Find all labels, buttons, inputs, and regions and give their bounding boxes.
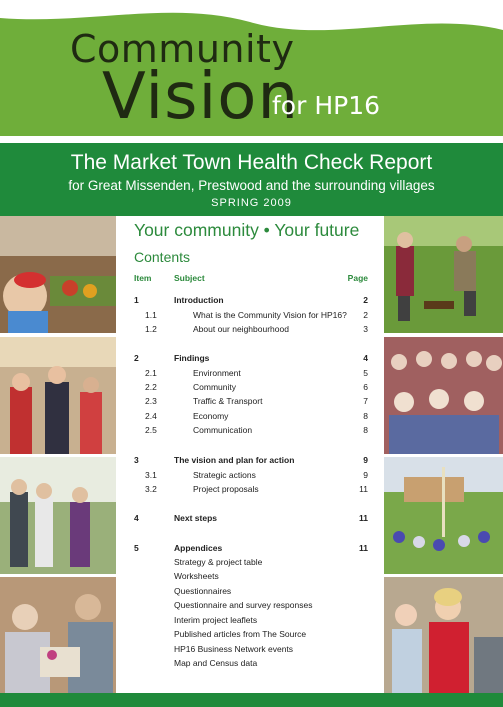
toc-item-page: 6	[363, 382, 368, 392]
toc-item-page: 2	[363, 310, 368, 320]
appendix-title: Published articles from The Source	[174, 629, 307, 639]
seniors-group-photo	[384, 337, 503, 454]
toc-item-number: 3.2	[145, 484, 157, 494]
appendix-title: Strategy & project table	[174, 557, 263, 567]
toc-item-page: 8	[363, 425, 368, 435]
appendix-item	[119, 658, 381, 672]
toc-item-title: What is the Community Vision for HP16?	[193, 310, 347, 320]
toc-item-title: About our neighbourhood	[193, 324, 289, 334]
header	[0, 0, 503, 140]
toc-row	[119, 513, 381, 527]
column-header-page: Page	[347, 273, 368, 283]
toc-row	[119, 425, 381, 439]
toc-item-page: 3	[363, 324, 368, 334]
toc-item-number: 2.5	[145, 425, 157, 435]
toc-item-title: Communication	[193, 425, 253, 435]
toc-row	[119, 484, 381, 498]
logo-community-text: Community	[70, 27, 295, 71]
toc-item-page: 7	[363, 396, 368, 406]
toc-item-title: Traffic & Transport	[193, 396, 263, 406]
toc-row	[119, 353, 381, 367]
toc-item-title: Introduction	[174, 295, 224, 305]
report-title: The Market Town Health Check Report	[70, 151, 433, 174]
toc-row	[119, 411, 381, 425]
appendix-title: Map and Census data	[174, 658, 258, 668]
toc-item-number: 2	[134, 353, 139, 363]
musicians-photo	[0, 457, 116, 574]
appendix-title: Worksheets	[174, 571, 219, 581]
footer-bar	[0, 693, 503, 707]
appendix-title: Questionnaires	[174, 586, 232, 596]
tree-planting-photo	[384, 216, 503, 333]
logo-suffix-text: for HP16	[272, 91, 381, 120]
logo-vision-text: Vision	[102, 60, 299, 134]
toc-item-title: Appendices	[174, 543, 223, 553]
toc-item-number: 1.1	[145, 310, 157, 320]
appendix-item	[119, 571, 381, 585]
toc-item-number: 3.1	[145, 470, 157, 480]
toc-row	[119, 382, 381, 396]
toc-item-number: 3	[134, 455, 139, 465]
toc-item-page: 9	[363, 455, 368, 465]
maypole-dance-photo	[384, 457, 503, 574]
appendix-item	[119, 644, 381, 658]
toc-item-page: 2	[363, 295, 368, 305]
toc-item-page: 11	[359, 543, 368, 553]
toc-item-title: Strategic actions	[193, 470, 256, 480]
tagline: Your community • Your future	[134, 220, 360, 240]
toc-item-number: 2.3	[145, 396, 157, 406]
toc-item-title: The vision and plan for action	[174, 455, 295, 465]
toc-item-number: 2.1	[145, 368, 157, 378]
toc-item-page: 11	[359, 484, 368, 494]
appendix-item	[119, 600, 381, 614]
volunteers-photo	[0, 337, 116, 454]
toc-item-title: Next steps	[174, 513, 217, 523]
toc-item-title: Economy	[193, 411, 229, 421]
toc-row	[119, 310, 381, 324]
toc-item-number: 2.2	[145, 382, 157, 392]
appendix-title: Interim project leaflets	[174, 615, 258, 625]
toc-item-title: Findings	[174, 353, 210, 363]
toc-row	[119, 396, 381, 410]
column-header-item: Item	[134, 273, 152, 283]
toc-item-number: 1	[134, 295, 139, 305]
toc-item-number: 1.2	[145, 324, 157, 334]
toc-item-page: 5	[363, 368, 368, 378]
toc-item-page: 4	[363, 353, 368, 363]
toc-item-page: 8	[363, 411, 368, 421]
toc-row	[119, 295, 381, 309]
toc-row	[119, 324, 381, 338]
toc-item-page: 11	[359, 513, 368, 523]
toc-item-title: Environment	[193, 368, 241, 378]
toc-row	[119, 470, 381, 484]
toc-item-title: Community	[193, 382, 236, 392]
contents-heading: Contents	[134, 249, 191, 265]
column-header-subject: Subject	[174, 273, 205, 283]
appendix-title: HP16 Business Network events	[174, 644, 294, 654]
toc-row	[119, 543, 381, 557]
appendix-item	[119, 615, 381, 629]
report-season: SPRING 2009	[211, 197, 292, 209]
craft-group-photo	[0, 577, 116, 693]
toc-row	[119, 455, 381, 469]
toc-item-page: 9	[363, 470, 368, 480]
appendix-item	[119, 557, 381, 571]
report-banner	[0, 140, 503, 216]
toc-item-number: 2.4	[145, 411, 157, 421]
appendix-title: Questionnaire and survey responses	[174, 600, 313, 610]
market-stall-photo	[0, 216, 116, 333]
appendix-item	[119, 629, 381, 643]
appendix-item	[119, 586, 381, 600]
report-subtitle: for Great Missenden, Prestwood and the surrounding villages	[68, 178, 435, 193]
toc-item-number: 5	[134, 543, 139, 553]
toc-item-title: Project proposals	[193, 484, 259, 494]
toc-row	[119, 368, 381, 382]
toc-item-number: 4	[134, 513, 139, 523]
ribbon-cutting-photo	[384, 577, 503, 693]
